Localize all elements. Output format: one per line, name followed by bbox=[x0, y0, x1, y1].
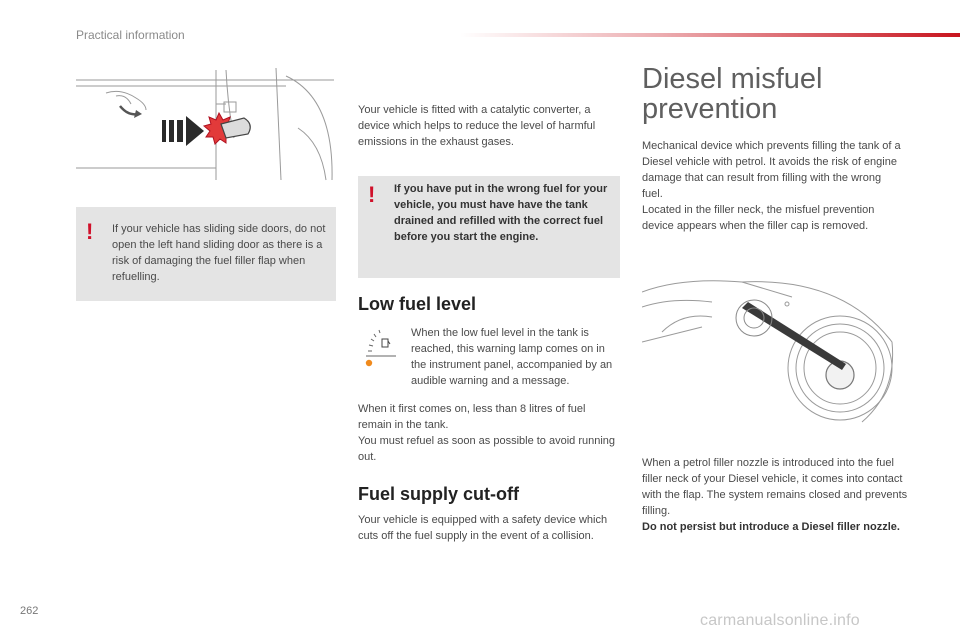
nozzle-bold-text: Do not persist but introduce a Diesel filler nozzle. bbox=[642, 521, 900, 533]
misfuel-location-text: Located in the filler neck, the misfuel prevention device appears when the filler cap is removed. bbox=[642, 204, 875, 232]
wrong-fuel-warning-box bbox=[358, 176, 620, 278]
heading-line-2: prevention bbox=[642, 93, 778, 125]
filler-neck-illustration bbox=[642, 272, 902, 432]
low-fuel-heading: Low fuel level bbox=[358, 294, 477, 314]
catalytic-converter-text: Your vehicle is fitted with a catalytic converter, a device which helps to reduce the level of harmful emissions in the exhaust gases. bbox=[358, 104, 596, 148]
low-fuel-paragraph-1: When it first comes on, less than 8 litres of fuel remain in the tank. bbox=[358, 403, 586, 431]
low-fuel-warning-lamp-icon bbox=[360, 325, 396, 369]
section-title: Practical information bbox=[76, 28, 185, 42]
sliding-door-warning-box bbox=[76, 207, 336, 301]
low-fuel-lamp-text: When the low fuel level in the tank is reached, this warning lamp comes on in the instrument panel, accompanied by an audible warning and a message. bbox=[411, 327, 613, 387]
nozzle-text: When a petrol filler nozzle is introduced into the fuel filler neck of your Diesel vehicle, it comes into contact with the flap. The system remains closed and prevents filling. bbox=[642, 457, 908, 517]
warning-exclamation-icon: ! bbox=[86, 219, 94, 244]
watermark: carmanualsonline.info bbox=[700, 612, 860, 629]
van-side-door-illustration bbox=[76, 68, 336, 184]
misfuel-intro-text: Mechanical device which prevents filling the tank of a Diesel vehicle with petrol. It avoids the risk of engine damage that can result from filling with the wrong fuel. bbox=[642, 140, 901, 200]
low-fuel-paragraph-2: You must refuel as soon as possible to avoid running out. bbox=[358, 435, 616, 463]
wrong-fuel-warning-text: If you have put in the wrong fuel for your vehicle, you must have have the tank drained and refilled with the correct fuel before you start the engine. bbox=[394, 183, 608, 243]
diesel-misfuel-heading bbox=[642, 64, 942, 124]
arrow-icon bbox=[162, 116, 204, 146]
warning-exclamation-icon: ! bbox=[368, 182, 376, 207]
page-number: 262 bbox=[20, 605, 39, 617]
heading-line-1: Diesel misfuel bbox=[642, 63, 823, 95]
header-rule bbox=[460, 33, 960, 37]
fuel-cutoff-heading: Fuel supply cut-off bbox=[358, 484, 519, 504]
sliding-door-warning-text: If your vehicle has sliding side doors, do not open the left hand sliding door as there is a risk of damaging the fuel filler flap when refuelling. bbox=[112, 223, 326, 283]
fuel-cutoff-text: Your vehicle is equipped with a safety device which cuts off the fuel supply in the event of a collision. bbox=[358, 514, 608, 542]
